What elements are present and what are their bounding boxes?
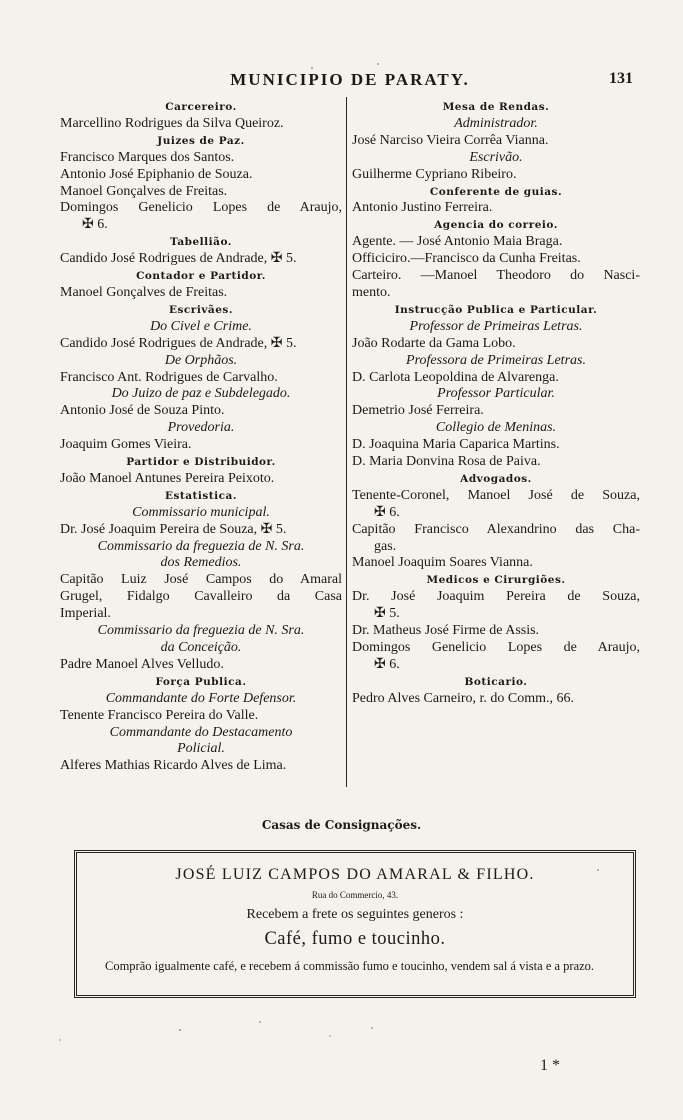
right_column-line: gas.	[374, 538, 397, 554]
right_column-line: Antonio Justino Ferreira.	[352, 200, 493, 216]
left_column-line: Tabellião.	[170, 236, 232, 249]
right_column-line: D. Joaquina Maria Caparica Martins.	[352, 437, 560, 453]
right_column-line: Instrucção Publica e Particular.	[394, 303, 598, 316]
left_column-line: Joaquim Gomes Vieira.	[60, 437, 192, 453]
right_column-line: Agente. — José Antonio Maia Braga.	[352, 234, 563, 250]
right_column-line: Agencia do correio.	[434, 219, 558, 232]
right_column-line: Advogados.	[460, 472, 532, 485]
right_column-line: Conferente de guias.	[429, 185, 563, 198]
advert-line-3: Comprão igualmente café, e recebem á commissão fumo e toucinho, vendem sal á vista e a prazo.	[105, 959, 595, 973]
right_column-line: Collegio de Meninas.	[435, 420, 557, 436]
left_column-line: Dr. José Joaquim Pereira de Souza, ✠ 5.	[60, 521, 287, 537]
right_column-line: Tenente-Coronel, Manoel José de Souza,	[352, 487, 640, 503]
right_column-line: ✠ 6.	[374, 504, 400, 520]
right_column-line: Guilherme Cypriano Ribeiro.	[352, 166, 517, 182]
right_column-line: mento.	[352, 284, 391, 300]
left_column-line: Manoel Gonçalves de Freitas.	[60, 183, 228, 199]
left_column-line: Commandante do Forte Defensor.	[105, 690, 297, 706]
advert-line-2: Café, fumo e toucinho.	[264, 929, 446, 949]
left_column-line: Commandante do Destacamento	[109, 724, 293, 740]
left_column-line: ✠ 6.	[82, 217, 108, 233]
right_column-line: D. Carlota Leopoldina de Alvarenga.	[352, 369, 559, 385]
left_column-line: Candido José Rodrigues de Andrade, ✠ 5.	[60, 335, 297, 351]
page-number: 131	[609, 70, 633, 87]
left_column-line: Juizes de Paz.	[157, 134, 245, 147]
right_column-line: Pedro Alves Carneiro, r. do Comm., 66.	[352, 690, 575, 706]
right_column-line: Officiciro.—Francisco da Cunha Freitas.	[352, 251, 581, 267]
section-title: Casas de Consignações.	[261, 818, 422, 832]
left_column-line: Padre Manoel Alves Velludo.	[60, 656, 224, 672]
left_column-line: Manoel Gonçalves de Freitas.	[60, 284, 228, 300]
right_column-line: Carteiro. —Manoel Theodoro do Nasci-	[352, 268, 640, 284]
left_column-line: Do Civel e Crime.	[150, 318, 252, 334]
left_column-line: João Manoel Antunes Pereira Peixoto.	[60, 470, 275, 486]
left_column-line: Commissario municipal.	[132, 504, 270, 520]
right_column-line: José Narciso Vieira Corrêa Vianna.	[352, 132, 549, 148]
left_column-line: Grugel, Fidalgo Cavalleiro da Casa	[60, 589, 342, 605]
right_column-line: Demetrio José Ferreira.	[352, 403, 484, 419]
right_column-line: Mesa de Rendas.	[442, 101, 550, 113]
printer-signature: 1 *	[540, 1057, 560, 1074]
left_column-line: Tenente Francisco Pereira do Valle.	[60, 707, 259, 723]
right_column-line: Escrivão.	[469, 149, 523, 165]
advert-line-1: Recebem a frete os seguintes generos :	[246, 907, 464, 922]
left_column-line: Estatistica.	[164, 489, 237, 502]
left_column-line: da Conceição.	[160, 640, 242, 655]
left_column-line: Francisco Marques dos Santos.	[60, 149, 235, 165]
page-title: MUNICIPIO DE PARATY.	[230, 70, 470, 89]
right_column-line: Administrador.	[454, 115, 538, 131]
left_column-line: Antonio José de Souza Pinto.	[60, 403, 225, 419]
right_column-line: ✠ 6.	[374, 656, 400, 672]
left_column-line: Candido José Rodrigues de Andrade, ✠ 5.	[60, 251, 297, 267]
left_column-line: Antonio José Epiphanio de Souza.	[60, 166, 253, 182]
left_column-line: Do Juizo de paz e Subdelegado.	[111, 386, 291, 402]
left_column-line: dos Remedios.	[160, 555, 242, 571]
right_column-line: João Rodarte da Gama Lobo.	[352, 335, 516, 351]
right_column-line: Dr. Matheus José Firme de Assis.	[352, 623, 540, 639]
left_column-line: Domingos Genelicio Lopes de Araujo,	[60, 200, 342, 216]
left_column-line: Força Publica.	[155, 675, 247, 688]
left_column-line: Commissario da freguezia de N. Sra.	[97, 538, 305, 554]
left_column-line: Commissario da freguezia de N. Sra.	[97, 623, 305, 639]
right_column-line: Medicos e Cirurgiões.	[426, 574, 566, 587]
right_column-line: ✠ 5.	[374, 606, 400, 622]
advert-address: Rua do Commercio, 43.	[311, 890, 399, 900]
left_column-line: Partidor e Distribuidor.	[126, 456, 276, 469]
left_column-line: Escrivães.	[169, 303, 233, 316]
left_column-line: Carcereiro.	[165, 101, 237, 113]
left_column-line: Francisco Ant. Rodrigues de Carvalho.	[60, 369, 278, 385]
left_column-line: De Orphãos.	[164, 352, 238, 368]
right_column-line: Domingos Genelicio Lopes de Araujo,	[352, 640, 640, 655]
right_column-line: Boticario.	[464, 675, 528, 688]
left_column-line: Provedoria.	[167, 420, 235, 436]
right_column-line: Professor de Primeiras Letras.	[409, 318, 583, 334]
right_column-line: Manoel Joaquim Soares Vianna.	[352, 555, 533, 571]
left_column-line: Alferes Mathias Ricardo Alves de Lima.	[60, 758, 287, 774]
right_column-line: Professora de Primeiras Letras.	[406, 352, 586, 368]
left_column-line: Contador e Partidor.	[136, 270, 266, 283]
right_column-line: Professor Particular.	[437, 386, 555, 402]
left_column-line: Policial.	[177, 741, 225, 757]
right_column-line: Capitão Francisco Alexandrino das Cha-	[352, 521, 640, 537]
left_column-line: Imperial.	[60, 606, 111, 622]
left_column-line: Marcellino Rodrigues da Silva Queiroz.	[60, 115, 284, 131]
right_column-line: Dr. José Joaquim Pereira de Souza,	[352, 589, 640, 605]
left_column-line: Capitão Luiz José Campos do Amaral	[60, 572, 342, 588]
right_column-line: D. Maria Donvina Rosa de Paiva.	[352, 454, 541, 470]
advert-firm-name: JOSÉ LUIZ CAMPOS DO AMARAL & FILHO.	[175, 866, 535, 883]
